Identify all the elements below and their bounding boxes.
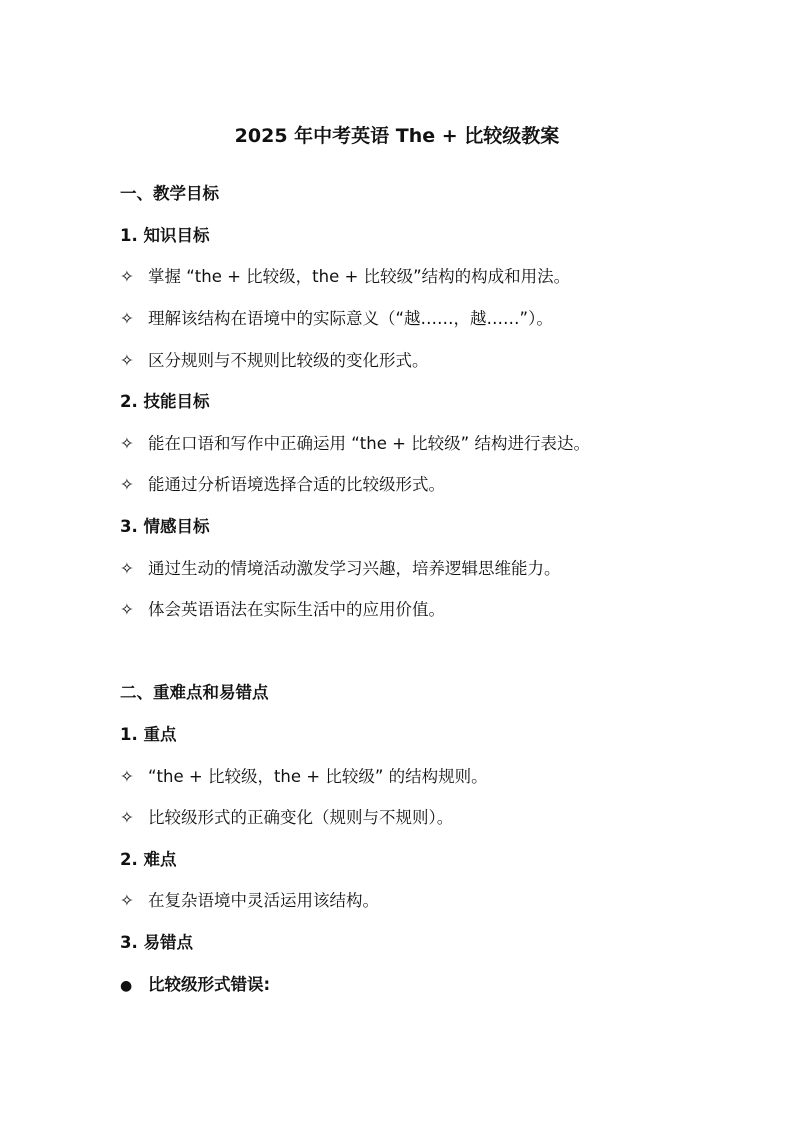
sparkle-bullet-icon: ✧ <box>120 559 134 578</box>
subsection-heading-skills: 2. 技能目标 <box>120 392 210 411</box>
section-heading-key-points: 二、重难点和易错点 <box>120 683 269 702</box>
sparkle-bullet-icon: ✧ <box>120 891 134 910</box>
subsection-heading-emotion: 3. 情感目标 <box>120 517 210 536</box>
list-item-text: 比较级形式的正确变化（规则与不规则）。 <box>148 808 454 827</box>
sparkle-bullet-icon: ✧ <box>120 767 134 786</box>
list-item-text: “the + 比较级，the + 比较级” 的结构规则。 <box>148 767 488 786</box>
list-item-text: 通过生动的情境活动激发学习兴趣，培养逻辑思维能力。 <box>148 559 561 578</box>
list-item <box>120 972 734 999</box>
subsection-heading-difficulty: 2. 难点 <box>120 850 177 869</box>
subsection-heading-common-errors: 3. 易错点 <box>120 933 193 952</box>
list-item <box>120 348 734 374</box>
sparkle-bullet-icon: ✧ <box>120 434 134 453</box>
sparkle-bullet-icon: ✧ <box>120 600 134 619</box>
list-item-text: 比较级形式错误: <box>148 975 271 994</box>
sparkle-bullet-icon: ✧ <box>120 309 134 328</box>
list-item-text: 能通过分析语境选择合适的比较级形式。 <box>148 475 445 494</box>
list-item-text: 区分规则与不规则比较级的变化形式。 <box>148 351 429 370</box>
list-item <box>120 764 734 790</box>
sparkle-bullet-icon: ✧ <box>120 267 134 286</box>
list-item <box>120 597 734 623</box>
section-heading-teaching-goals: 一、教学目标 <box>120 184 219 203</box>
list-item <box>120 556 734 582</box>
sparkle-bullet-icon: ✧ <box>120 475 134 494</box>
list-item <box>120 472 734 498</box>
sparkle-bullet-icon: ✧ <box>120 808 134 827</box>
list-item <box>120 264 734 290</box>
list-item <box>120 805 734 831</box>
subsection-heading-focus: 1. 重点 <box>120 725 177 744</box>
list-item-text: 在复杂语境中灵活运用该结构。 <box>148 891 379 910</box>
list-item-text: 掌握 “the + 比较级，the + 比较级”结构的构成和用法。 <box>148 267 571 286</box>
document-title: 2025 年中考英语 The + 比较级教案 <box>234 125 560 147</box>
list-item <box>120 888 734 914</box>
list-item-text: 理解该结构在语境中的实际意义（“越……，越……”）。 <box>148 309 553 328</box>
subsection-heading-knowledge: 1. 知识目标 <box>120 226 210 245</box>
sparkle-bullet-icon: ✧ <box>120 351 134 370</box>
list-item-text: 体会英语语法在实际生活中的应用价值。 <box>148 600 445 619</box>
filled-circle-bullet-icon: ● <box>120 978 133 994</box>
list-item-text: 能在口语和写作中正确运用 “the + 比较级” 结构进行表达。 <box>148 434 590 453</box>
list-item <box>120 306 734 332</box>
list-item <box>120 431 734 457</box>
